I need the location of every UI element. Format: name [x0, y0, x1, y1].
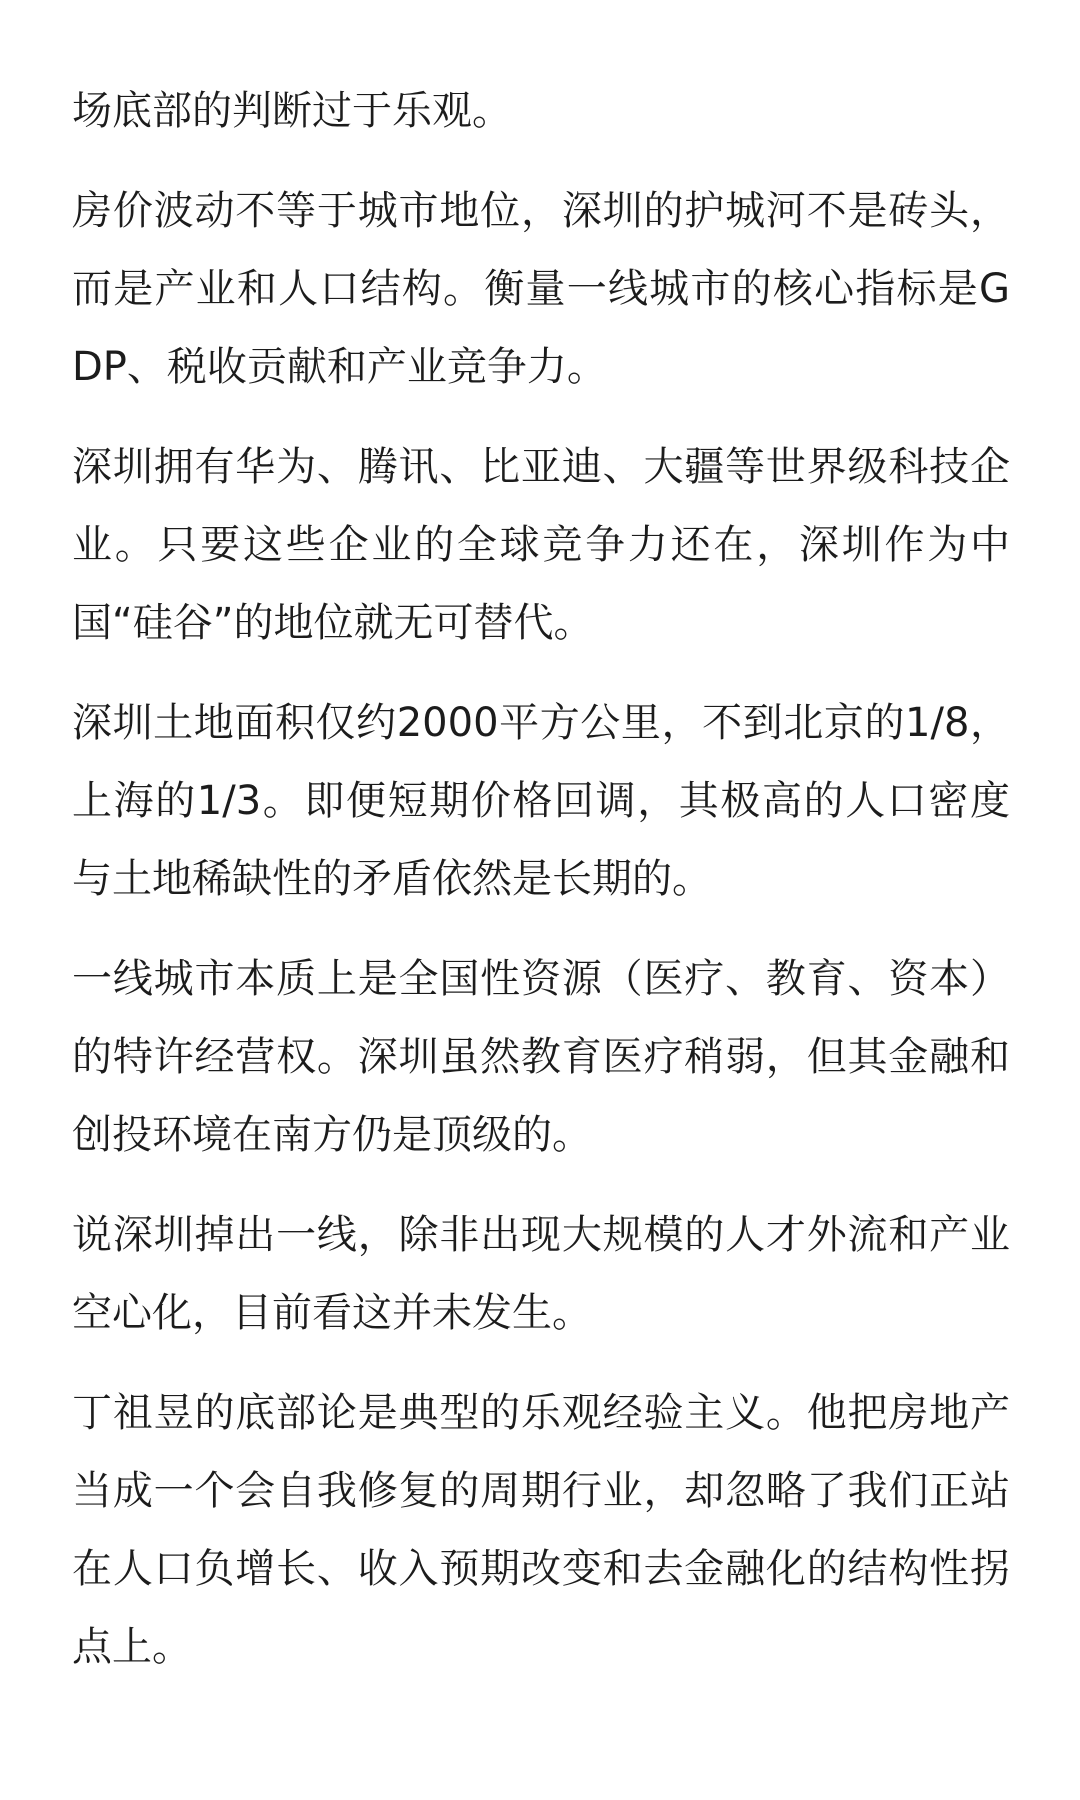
paragraph-1: 场底部的判断过于乐观。 — [72, 88, 512, 134]
paragraph-5: 一线城市本质上是全国性资源（医疗、教育、资本）的特许经营权。深圳虽然教育医疗稍弱，但其金融和创投环境在南方仍是顶级的。 — [72, 956, 1010, 1158]
paragraph-4: 深圳土地面积仅约2000平方公里，不到北京的1/8，上海的1/3。即便短期价格回调，其极高的人口密度与土地稀缺性的矛盾依然是长期的。 — [72, 700, 1010, 902]
paragraph-2: 房价波动不等于城市地位，深圳的护城河不是砖头，而是产业和人口结构。衡量一线城市的核心指标是GDP、税收贡献和产业竞争力。 — [72, 188, 1010, 390]
paragraph-6: 说深圳掉出一线，除非出现大规模的人才外流和产业空心化，目前看这并未发生。 — [72, 1212, 1010, 1336]
paragraph-7: 丁祖昱的底部论是典型的乐观经验主义。他把房地产当成一个会自我修复的周期行业，却忽略了我们正站在人口负增长、收入预期改变和去金融化的结构性拐点上。 — [72, 1390, 1010, 1670]
paragraph-3: 深圳拥有华为、腾讯、比亚迪、大疆等世界级科技企业。只要这些企业的全球竞争力还在，深圳作为中国“硅谷”的地位就无可替代。 — [72, 444, 1010, 646]
